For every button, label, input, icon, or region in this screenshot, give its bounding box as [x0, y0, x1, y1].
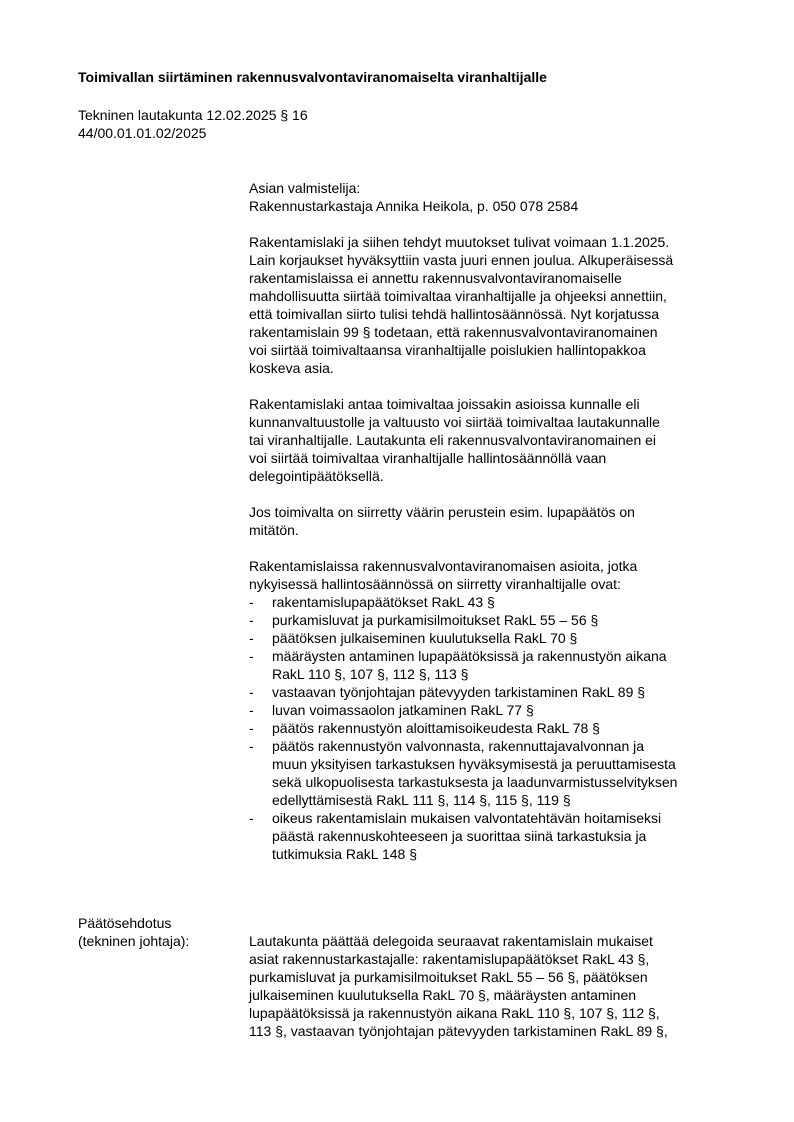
bullet-line: päätös rakennustyön valvonnasta, rakennuttajavalvonnan ja — [272, 738, 645, 754]
bullet-item — [249, 683, 749, 701]
bullet-line: luvan voimassaolon jatkaminen RakL 77 § — [272, 702, 534, 718]
document-title: Toimivallan siirtäminen rakennusvalvontaviranomaiselta viranhaltijalle — [78, 69, 547, 85]
bullet-line: rakentamislupapäätökset RakL 43 § — [272, 594, 495, 610]
bullet-line: vastaavan työnjohtajan pätevyyden tarkistaminen RakL 89 § — [272, 684, 646, 700]
bullet-item — [249, 611, 749, 629]
preparer-name: Rakennustarkastaja Annika Heikola, p. 050 078 2584 — [249, 198, 579, 214]
bullet-line: muun yksityisen tarkastuksen hyväksymisestä ja peruuttamisesta — [272, 756, 676, 772]
paragraph-line: rakentamislain 99 § todetaan, että rakennusvalvontaviranomainen — [249, 324, 658, 340]
paragraph-line: kunnanvaltuustolle ja valtuusto voi siirtää toimivaltaa lautakunnalle — [249, 414, 660, 430]
bullet-dash: - — [249, 810, 254, 826]
paragraph-line: mitätön. — [249, 522, 299, 538]
paragraph-4 — [249, 557, 749, 593]
decision-line: asiat rakennustarkastajalle: rakentamislupapäätökset RakL 43 §, — [249, 951, 650, 967]
paragraph-line: delegointipäätöksellä. — [249, 468, 384, 484]
bullet-line: sekä ulkopuolisesta tarkastuksesta ja laadunvarmistusselvityksen — [272, 774, 678, 790]
paragraph-2 — [249, 395, 749, 485]
bullet-line: päätös rakennustyön aloittamisoikeudesta RakL 78 § — [272, 720, 600, 736]
decision-line: julkaiseminen kuulutuksella RakL 70 §, määräysten antaminen — [249, 987, 637, 1003]
paragraph-line: tai viranhaltijalle. Lautakunta eli rakennusvalvontaviranomainen ei — [249, 432, 657, 448]
paragraph-3 — [249, 503, 749, 539]
paragraph-line: rakentamislaissa ei annettu rakennusvalvontaviranomaiselle — [249, 270, 622, 286]
paragraph-line: nykyisessä hallintosäännössä on siirretty viranhaltijalle ovat: — [249, 576, 621, 592]
bullet-dash: - — [249, 630, 254, 646]
bullet-line: määräysten antaminen lupapäätöksissä ja rakennustyön aikana — [272, 648, 667, 664]
bullet-item — [249, 701, 749, 719]
decision-line: Lautakunta päättää delegoida seuraavat rakentamislain mukaiset — [249, 933, 653, 949]
decision-line: purkamisluvat ja purkamisilmoitukset RakL 55 – 56 §, päätöksen — [249, 969, 648, 985]
record-number: 44/00.01.01.02/2025 — [78, 125, 207, 141]
bullet-dash: - — [249, 612, 254, 628]
bullet-item — [249, 737, 749, 809]
decision-label: Päätösehdotus — [78, 915, 172, 931]
decision-line: lupapäätöksissä ja rakennustyön aikana RakL 110 §, 107 §, 112 §, — [249, 1005, 660, 1021]
decision-text — [249, 932, 749, 1040]
paragraph-line: että toimivallan siirto tulisi tehdä hallintosäännössä. Nyt korjatussa — [249, 306, 660, 322]
bullet-item — [249, 809, 749, 863]
paragraph-line: Rakentamislaki ja siihen tehdyt muutokset tulivat voimaan 1.1.2025. — [249, 234, 670, 250]
paragraph-line: voi siirtää toimivaltaa viranhaltijalle hallintosäännöllä vaan — [249, 450, 607, 466]
bullet-line: edellyttämisestä RakL 111 §, 114 §, 115 §, 119 § — [272, 792, 571, 808]
bullet-dash: - — [249, 594, 254, 610]
bullet-dash: - — [249, 702, 254, 718]
bullet-item — [249, 593, 749, 611]
bullet-dash: - — [249, 684, 254, 700]
paragraph-line: koskeva asia. — [249, 360, 334, 376]
paragraph-line: Jos toimivalta on siirretty väärin perustein esim. lupapäätös on — [249, 504, 635, 520]
bullet-line: tutkimuksia RakL 148 § — [272, 846, 417, 862]
document-body — [249, 179, 749, 863]
bullet-dash: - — [249, 720, 254, 736]
bullet-line: päätöksen julkaiseminen kuulutuksella RakL 70 § — [272, 630, 578, 646]
paragraph-line: Rakentamislaki antaa toimivaltaa joissakin asioissa kunnalle eli — [249, 396, 640, 412]
bullet-line: purkamisluvat ja purkamisilmoitukset RakL 55 – 56 § — [272, 612, 599, 628]
paragraph-1 — [249, 233, 749, 377]
paragraph-line: mahdollisuutta siirtää toimivaltaa viranhaltijalle ja ohjeeksi annettiin, — [249, 288, 667, 304]
meeting-line: Tekninen lautakunta 12.02.2025 § 16 — [78, 107, 308, 123]
bullet-dash: - — [249, 648, 254, 664]
decision-line: 113 §, vastaavan työnjohtajan pätevyyden tarkistaminen RakL 89 §, — [249, 1023, 668, 1039]
preparer-label: Asian valmistelija: — [249, 180, 361, 196]
document-meta — [78, 106, 308, 142]
bullet-line: RakL 110 §, 107 §, 112 §, 113 § — [272, 666, 469, 682]
bullet-item — [249, 629, 749, 647]
bullet-item — [249, 647, 749, 683]
paragraph-line: Lain korjaukset hyväksyttiin vasta juuri ennen joulua. Alkuperäisessä — [249, 252, 674, 268]
bullet-line: oikeus rakentamislain mukaisen valvontatehtävän hoitamiseksi — [272, 810, 662, 826]
bullet-list — [249, 593, 749, 863]
paragraph-line: voi siirtää toimivaltaansa viranhaltijalle poislukien hallintopakkoa — [249, 342, 646, 358]
bullet-line: päästä rakennuskohteeseen ja suorittaa siinä tarkastuksia ja — [272, 828, 647, 844]
paragraph-line: Rakentamislaissa rakennusvalvontaviranomaisen asioita, jotka — [249, 558, 638, 574]
decision-proposer: (tekninen johtaja): — [78, 933, 190, 949]
bullet-item — [249, 719, 749, 737]
decision-label-block — [78, 914, 189, 950]
bullet-dash: - — [249, 738, 254, 754]
